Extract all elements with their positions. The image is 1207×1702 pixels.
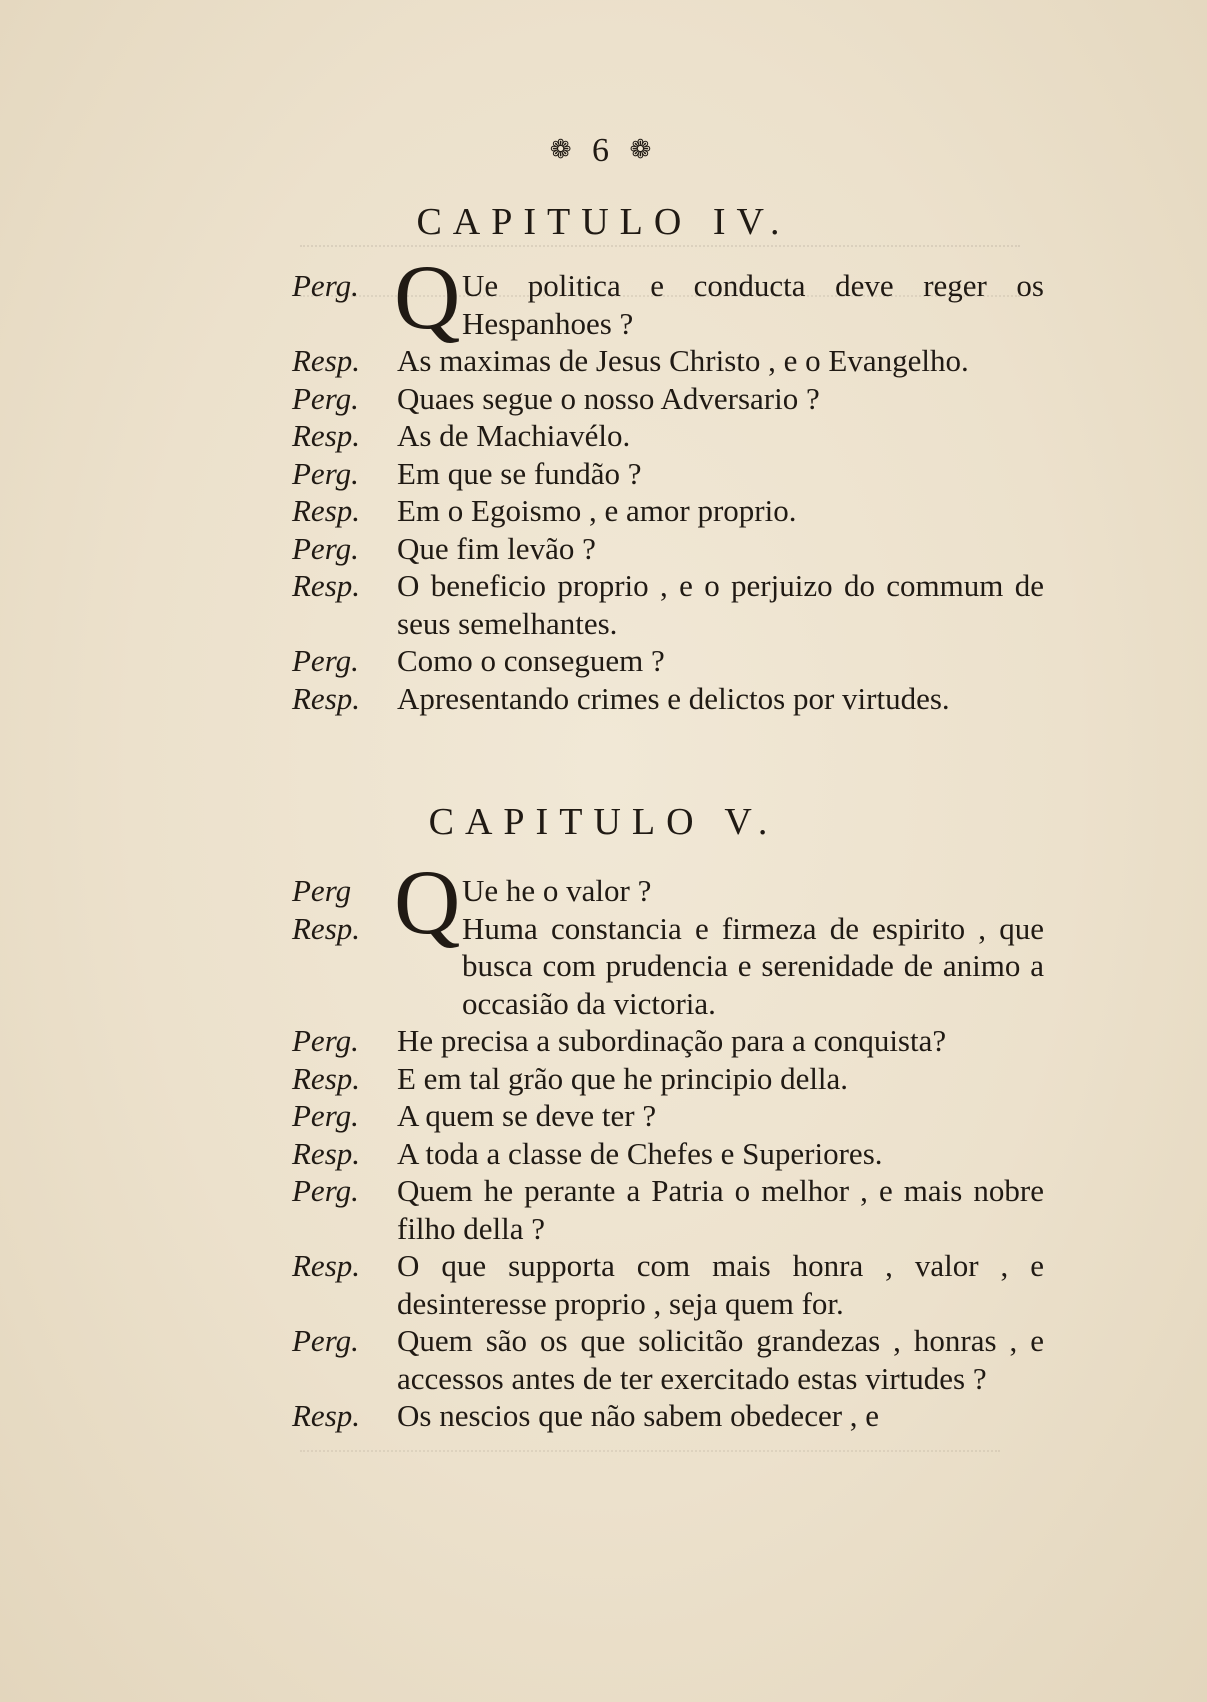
entry-label: Resp.	[292, 418, 361, 453]
entry-label: Resp.	[292, 343, 361, 378]
entry-text: Quaes segue o nosso Adversario ?	[397, 380, 820, 416]
entry-text: As de Machiavélo.	[397, 418, 631, 453]
qa-entry	[292, 642, 1044, 680]
qa-entry	[292, 342, 1044, 380]
entry-label: Perg.	[292, 455, 359, 491]
entry-text: O beneficio proprio , e o perjuizo do commum de seus semelhantes.	[397, 568, 1044, 641]
qa-entry	[292, 1060, 1044, 1098]
entry-label: Resp.	[292, 680, 361, 716]
entry-text: Em o Egoismo , e amor proprio.	[397, 493, 797, 528]
entry-text: Quem são os que solicitão grandezas , honras , e accessos antes de ter exercitado estas virtudes ?	[397, 1323, 1044, 1396]
entry-text: A quem se deve ter ?	[397, 1098, 657, 1133]
qa-entry	[292, 417, 1044, 455]
entry-label: Perg.	[292, 268, 359, 303]
chapter-heading: CAPITULO IV.	[416, 201, 791, 243]
entry-label: Resp.	[292, 1398, 361, 1433]
drop-capital: Q	[394, 851, 461, 953]
qa-entry	[292, 567, 1044, 642]
entry-label: Perg.	[292, 530, 359, 566]
qa-entry	[292, 910, 1044, 1023]
entry-label: Perg.	[292, 1023, 359, 1058]
entry-label: Resp.	[292, 1135, 361, 1171]
qa-entry	[292, 1172, 1044, 1247]
entry-text: As maximas de Jesus Christo , e o Evangelho.	[397, 343, 969, 378]
qa-entry	[292, 1397, 1044, 1435]
qa-entry	[292, 1022, 1044, 1060]
entry-text: Que fim levão ?	[397, 530, 596, 566]
entry-text: Huma constancia e firmeza de espirito , que busca com prudencia e serenidade de animo a occasião da victoria.	[462, 910, 1044, 1021]
qa-entry	[292, 530, 1044, 568]
entry-text: Quem he perante a Patria o melhor , e mais nobre filho della ?	[397, 1173, 1044, 1246]
entry-text: Como o conseguem ?	[397, 643, 665, 678]
entry-label: Perg.	[292, 380, 359, 416]
entry-label: Perg.	[292, 1323, 359, 1358]
entry-label: Perg	[292, 873, 352, 908]
qa-entry	[292, 380, 1044, 418]
entry-label: Resp.	[292, 493, 361, 528]
entry-label: Resp.	[292, 910, 361, 946]
entry-label: Perg.	[292, 1098, 359, 1133]
chapter-iv-body	[292, 246, 1044, 717]
entry-label: Resp.	[292, 568, 361, 603]
entry-text: Apresentando crimes e delictos por virtudes.	[397, 680, 950, 716]
ornament-right-icon: ❁	[629, 135, 658, 164]
entry-text: A toda a classe de Chefes e Superiores.	[397, 1135, 883, 1171]
entry-label: Resp.	[292, 1060, 361, 1096]
entry-label: Perg.	[292, 643, 359, 678]
ornament-left-icon: ❁	[549, 135, 578, 164]
qa-entry	[292, 455, 1044, 493]
entry-label: Perg.	[292, 1173, 359, 1208]
qa-entry	[292, 246, 1044, 348]
qa-entry	[292, 1322, 1044, 1397]
qa-entry	[292, 1097, 1044, 1135]
qa-entry	[292, 680, 1044, 718]
drop-capital: Q	[394, 246, 461, 348]
entry-text: Ue politica e conducta deve reger os Hespanhoes ?	[462, 268, 1044, 341]
chapter-heading: CAPITULO V.	[428, 801, 779, 843]
qa-entry	[292, 1135, 1044, 1173]
entry-text: He precisa a subordinação para a conquista?	[397, 1023, 947, 1058]
entry-text: Em que se fundão ?	[397, 455, 642, 491]
entry-label: Resp.	[292, 1248, 361, 1283]
qa-entry	[292, 492, 1044, 530]
chapter-v-body	[292, 851, 1044, 1435]
qa-entry	[292, 1247, 1044, 1322]
page-number-line	[0, 132, 1207, 170]
page-number: 6	[592, 132, 615, 169]
entry-text: E em tal grão que he principio della.	[397, 1060, 849, 1096]
entry-text: Os nescios que não sabem obedecer , e	[397, 1398, 880, 1433]
entry-text: Ue he o valor ?	[462, 873, 652, 908]
entry-text: O que supporta com mais honra , valor , e desinteresse proprio , seja quem for.	[397, 1248, 1044, 1321]
